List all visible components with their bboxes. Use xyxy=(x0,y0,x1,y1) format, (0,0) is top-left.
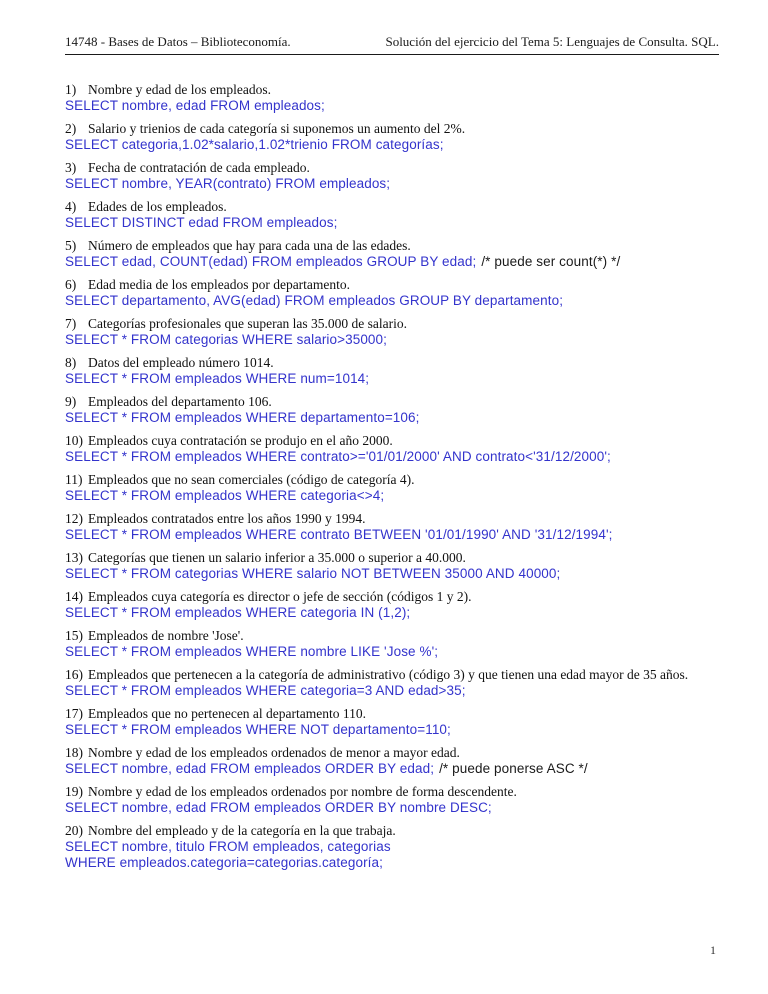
question-line xyxy=(65,199,719,215)
question-line xyxy=(65,745,719,761)
exercise-item xyxy=(65,277,719,309)
sql-query-text: SELECT nombre, edad FROM empleados ORDER BY nombre DESC; xyxy=(65,800,492,815)
header-course-title: 14748 - Bases de Datos – Biblioteconomía. xyxy=(65,34,291,49)
exercise-item xyxy=(65,82,719,114)
item-number: 15) xyxy=(65,628,83,643)
question-text: Empleados que pertenecen a la categoría de administrativo (código 3) y que tienen una edad mayor de 35 años. xyxy=(88,667,689,682)
exercise-item xyxy=(65,706,719,738)
sql-query-text: SELECT categoria,1.02*salario,1.02*trienio FROM categorías; xyxy=(65,137,444,152)
question-text: Datos del empleado número 1014. xyxy=(88,355,274,370)
question-text: Edad media de los empleados por departamento. xyxy=(88,277,351,292)
question-line xyxy=(65,82,719,98)
question-line xyxy=(65,550,719,566)
sql-query-text: SELECT * FROM empleados WHERE categoria IN (1,2); xyxy=(65,605,411,620)
question-text: Empleados contratados entre los años 1990 y 1994. xyxy=(88,511,366,526)
sql-query xyxy=(65,566,719,582)
item-number: 9) xyxy=(65,394,77,409)
exercise-item xyxy=(65,745,719,777)
item-number: 3) xyxy=(65,160,77,175)
header-document-title: Solución del ejercicio del Tema 5: Lenguajes de Consulta. SQL. xyxy=(385,34,719,49)
sql-query-text: SELECT * FROM empleados WHERE contrato BETWEEN '01/01/1990' AND '31/12/1994'; xyxy=(65,527,613,542)
exercise-item xyxy=(65,238,719,270)
question-text: Salario y trienios de cada categoría si suponemos un aumento del 2%. xyxy=(88,121,466,136)
sql-comment: /* puede ponerse ASC */ xyxy=(439,761,588,776)
sql-query-text: SELECT * FROM categorias WHERE salario>35000; xyxy=(65,332,388,347)
exercise-item xyxy=(65,199,719,231)
question-line xyxy=(65,433,719,449)
sql-query-text: SELECT * FROM empleados WHERE contrato>='01/01/2000' AND contrato<'31/12/2000'; xyxy=(65,449,611,464)
sql-query-text: SELECT * FROM empleados WHERE nombre LIKE 'Jose %'; xyxy=(65,644,439,659)
sql-query xyxy=(65,722,719,738)
question-line xyxy=(65,706,719,722)
question-line xyxy=(65,316,719,332)
sql-query xyxy=(65,215,719,231)
exercise-item xyxy=(65,823,719,871)
question-line xyxy=(65,784,719,800)
sql-query-text: SELECT * FROM empleados WHERE categoria<>4; xyxy=(65,488,385,503)
exercise-item xyxy=(65,394,719,426)
sql-query xyxy=(65,254,719,270)
item-number: 19) xyxy=(65,784,83,799)
sql-query-text: SELECT * FROM empleados WHERE departamento=106; xyxy=(65,410,420,425)
exercise-item xyxy=(65,121,719,153)
page-number: 1 xyxy=(710,943,716,957)
item-number: 10) xyxy=(65,433,83,448)
item-number: 1) xyxy=(65,82,77,97)
sql-query xyxy=(65,527,719,543)
question-line xyxy=(65,238,719,254)
sql-query-text: SELECT * FROM empleados WHERE categoria=3 AND edad>35; xyxy=(65,683,466,698)
question-line xyxy=(65,355,719,371)
item-number: 2) xyxy=(65,121,77,136)
sql-query xyxy=(65,449,719,465)
item-number: 20) xyxy=(65,823,83,838)
sql-query xyxy=(65,683,719,699)
sql-query-text: SELECT nombre, YEAR(contrato) FROM empleados; xyxy=(65,176,391,191)
question-text: Nombre del empleado y de la categoría en la que trabaja. xyxy=(88,823,396,838)
sql-query xyxy=(65,644,719,660)
sql-query xyxy=(65,332,719,348)
question-text: Empleados de nombre 'Jose'. xyxy=(88,628,244,643)
sql-query-text: SELECT edad, COUNT(edad) FROM empleados GROUP BY edad; xyxy=(65,254,477,269)
sql-query xyxy=(65,137,719,153)
sql-query xyxy=(65,605,719,621)
exercise-item xyxy=(65,550,719,582)
exercise-item xyxy=(65,511,719,543)
sql-query-text: SELECT nombre, titulo FROM empleados, categorias xyxy=(65,839,391,854)
sql-query-text: SELECT departamento, AVG(edad) FROM empleados GROUP BY departamento; xyxy=(65,293,564,308)
exercise-item xyxy=(65,667,719,699)
item-number: 4) xyxy=(65,199,77,214)
exercise-list xyxy=(65,82,719,871)
question-text: Número de empleados que hay para cada una de las edades. xyxy=(88,238,411,253)
question-line xyxy=(65,511,719,527)
item-number: 5) xyxy=(65,238,77,253)
question-text: Edades de los empleados. xyxy=(88,199,227,214)
sql-query-text: SELECT * FROM categorias WHERE salario NOT BETWEEN 35000 AND 40000; xyxy=(65,566,561,581)
question-text: Empleados cuya categoría es director o jefe de sección (códigos 1 y 2). xyxy=(88,589,472,604)
sql-query xyxy=(65,761,719,777)
sql-query xyxy=(65,488,719,504)
exercise-item xyxy=(65,589,719,621)
exercise-item xyxy=(65,472,719,504)
exercise-item xyxy=(65,316,719,348)
item-number: 11) xyxy=(65,472,83,487)
sql-query xyxy=(65,839,719,855)
sql-query-text: SELECT nombre, edad FROM empleados ORDER BY edad; xyxy=(65,761,435,776)
item-number: 12) xyxy=(65,511,83,526)
sql-query-text: SELECT * FROM empleados WHERE NOT departamento=110; xyxy=(65,722,451,737)
exercise-item xyxy=(65,160,719,192)
item-number: 8) xyxy=(65,355,77,370)
item-number: 16) xyxy=(65,667,83,682)
question-text: Empleados cuya contratación se produjo en el año 2000. xyxy=(88,433,393,448)
question-text: Categorías profesionales que superan las 35.000 de salario. xyxy=(88,316,408,331)
question-line xyxy=(65,823,719,839)
item-number: 6) xyxy=(65,277,77,292)
sql-query xyxy=(65,371,719,387)
question-text: Empleados que no sean comerciales (código de categoría 4). xyxy=(88,472,415,487)
sql-query xyxy=(65,800,719,816)
question-line xyxy=(65,589,719,605)
exercise-item xyxy=(65,433,719,465)
question-line xyxy=(65,277,719,293)
exercise-item xyxy=(65,628,719,660)
sql-query xyxy=(65,98,719,114)
item-number: 18) xyxy=(65,745,83,760)
exercise-item xyxy=(65,784,719,816)
exercise-item xyxy=(65,355,719,387)
question-text: Fecha de contratación de cada empleado. xyxy=(88,160,310,175)
question-line xyxy=(65,394,719,410)
question-line xyxy=(65,121,719,137)
question-line xyxy=(65,628,719,644)
question-text: Empleados del departamento 106. xyxy=(88,394,272,409)
question-text: Empleados que no pertenecen al departamento 110. xyxy=(88,706,367,721)
sql-query-text: WHERE empleados.categoria=categorias.categoría; xyxy=(65,855,383,870)
page-header xyxy=(65,34,719,55)
sql-query xyxy=(65,293,719,309)
question-text: Categorías que tienen un salario inferior a 35.000 o superior a 40.000. xyxy=(88,550,466,565)
sql-query-text: SELECT DISTINCT edad FROM empleados; xyxy=(65,215,338,230)
sql-query xyxy=(65,410,719,426)
sql-query xyxy=(65,176,719,192)
question-text: Nombre y edad de los empleados ordenados de menor a mayor edad. xyxy=(88,745,460,760)
question-text: Nombre y edad de los empleados. xyxy=(88,82,271,97)
sql-query-text: SELECT * FROM empleados WHERE num=1014; xyxy=(65,371,370,386)
item-number: 17) xyxy=(65,706,83,721)
item-number: 7) xyxy=(65,316,77,331)
sql-query xyxy=(65,855,719,871)
question-line xyxy=(65,472,719,488)
sql-query-text: SELECT nombre, edad FROM empleados; xyxy=(65,98,325,113)
question-line xyxy=(65,160,719,176)
question-text: Nombre y edad de los empleados ordenados por nombre de forma descendente. xyxy=(88,784,517,799)
item-number: 14) xyxy=(65,589,83,604)
item-number: 13) xyxy=(65,550,83,565)
sql-comment: /* puede ser count(*) */ xyxy=(481,254,621,269)
question-line xyxy=(65,667,719,683)
